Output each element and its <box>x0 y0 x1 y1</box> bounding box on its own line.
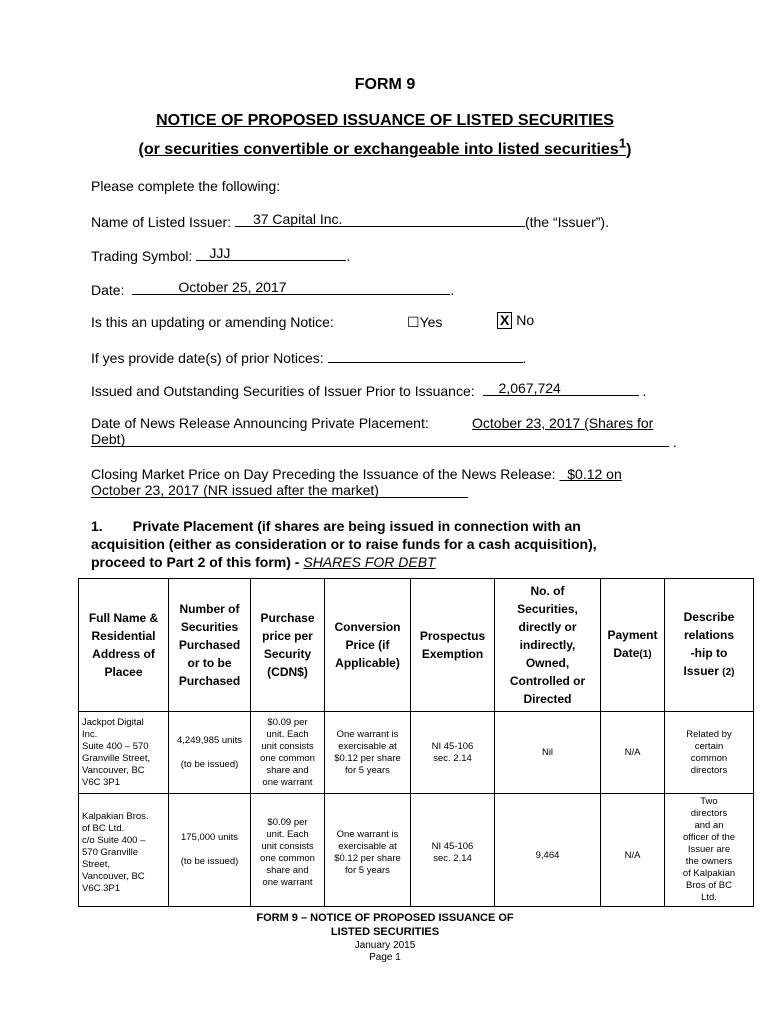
closing-value-line1-text: $0.12 on <box>567 466 622 482</box>
cell-conversion: One warrant is exercisable at $0.12 per share for 5 years <box>325 712 411 794</box>
section-1-heading <box>91 517 597 571</box>
issuer-row <box>91 212 609 230</box>
yes-label: Yes <box>419 314 443 330</box>
cell-owned: Nil <box>495 712 601 794</box>
outstanding-row <box>91 381 646 399</box>
date-suffix: . <box>450 282 455 298</box>
cell-relationship: Two directors and an officer of the Issuer are the owners of Kalpakian Bros of BC Ltd. <box>665 794 754 907</box>
prior-suffix: . <box>522 350 527 366</box>
prior-row <box>91 348 526 366</box>
form-subtitle-close: ) <box>626 141 632 159</box>
table-header-row <box>79 579 754 712</box>
header-relationship: Describe relations -hip to Issuer (2) <box>665 579 754 712</box>
intro-text: Please complete the following: <box>91 178 281 194</box>
outstanding-suffix: . <box>642 383 647 399</box>
table-row <box>79 794 754 907</box>
section-1-number: 1. <box>91 518 103 534</box>
closing-row2 <box>91 483 468 501</box>
header-owned: No. of Securities, directly or indirectly, Owned, Controlled or Directed <box>495 579 601 712</box>
footer-date: January 2015 <box>354 940 416 951</box>
date-label: Date: <box>91 282 125 298</box>
yes-checkbox[interactable]: ☐ <box>407 314 420 330</box>
closing-field[interactable] <box>91 483 468 498</box>
news-release-value-line1[interactable]: October 23, 2017 (Shares for <box>472 415 654 431</box>
issuer-note: (2) <box>722 667 735 678</box>
form-heading: FORM 9 <box>354 76 416 93</box>
issuer-label: Name of Listed Issuer: <box>91 214 232 230</box>
closing-row <box>91 466 622 482</box>
issuer-value: 37 Capital Inc. <box>252 211 343 227</box>
header-placee: Full Name & Residential Address of Placee <box>79 579 169 712</box>
cell-number: 4,249,985 units (to be issued) <box>169 712 251 794</box>
footer-meta <box>0 940 770 964</box>
cell-exemption: NI 45-106 sec. 2.14 <box>411 712 495 794</box>
section-1-line3: proceed to Part 2 of this form) - <box>91 554 300 570</box>
outstanding-field[interactable] <box>483 381 639 396</box>
cell-number: 175,000 units (to be issued) <box>169 794 251 907</box>
closing-label: Closing Market Price on Day Preceding the Issuance of the News Release: <box>91 466 556 482</box>
payment-note: (1) <box>639 649 652 660</box>
form-title: NOTICE OF PROPOSED ISSUANCE OF LISTED SECURITIES <box>156 112 614 129</box>
header-payment: Payment Date(1) <box>601 579 665 712</box>
no-option[interactable] <box>497 312 534 329</box>
header-exemption: Prospectus Exemption <box>411 579 495 712</box>
cell-price: $0.09 per unit. Each unit consists one common share and one warrant <box>251 794 325 907</box>
prior-label: If yes provide date(s) of prior Notices: <box>91 350 324 366</box>
closing-value-line2: October 23, 2017 (NR issued after the market) <box>91 482 379 498</box>
issuer-field[interactable] <box>235 212 525 227</box>
news-release-suffix: . <box>672 434 677 450</box>
symbol-row <box>91 246 350 264</box>
symbol-suffix: . <box>346 248 351 264</box>
news-release-label: Date of News Release Announcing Private Placement: <box>91 415 429 431</box>
cell-placee: Jackpot Digital Inc. Suite 400 – 570 Granville Street, Vancouver, BC V6C 3P1 <box>79 712 169 794</box>
yes-option[interactable] <box>407 314 442 331</box>
cell-payment: N/A <box>601 712 665 794</box>
news-release-value-line2: Debt) <box>91 431 126 447</box>
no-checkbox[interactable]: X <box>497 312 512 329</box>
no-label: No <box>516 312 535 328</box>
table-row <box>79 712 754 794</box>
cell-owned: 9,464 <box>495 794 601 907</box>
date-row <box>91 280 454 298</box>
header-conversion: Conversion Price (if Applicable) <box>325 579 411 712</box>
symbol-field[interactable] <box>196 246 346 261</box>
footnote-marker: 1 <box>618 136 627 151</box>
placee-table <box>78 578 754 907</box>
news-release-field[interactable] <box>91 432 669 447</box>
section-1-line1: Private Placement (if shares are being issued in connection with an <box>132 518 581 534</box>
symbol-label: Trading Symbol: <box>91 248 193 264</box>
header-price: Purchase price per Security (CDN$) <box>251 579 325 712</box>
news-release-row2 <box>91 432 677 450</box>
footer-divider <box>95 906 675 907</box>
footer-page: Page 1 <box>369 952 401 963</box>
form-subtitle <box>0 136 770 159</box>
footer-title <box>0 911 770 939</box>
closing-value-line1[interactable] <box>559 466 621 482</box>
date-field[interactable] <box>132 280 450 295</box>
cell-relationship: Related by certain common directors <box>665 712 754 794</box>
cell-exemption: NI 45-106 sec. 2.14 <box>411 794 495 907</box>
header-number: Number of Securities Purchased or to be Purchased <box>169 579 251 712</box>
cell-placee: Kalpakian Bros. of BC Ltd. c/o Suite 400 – 570 Granville Street, Vancouver, BC V6C 3P1 <box>79 794 169 907</box>
cell-price: $0.09 per unit. Each unit consists one common share and one warrant <box>251 712 325 794</box>
section-1-shares-for-debt: SHARES FOR DEBT <box>303 554 436 570</box>
amending-label: Is this an updating or amending Notice: <box>91 314 334 330</box>
cell-conversion: One warrant is exercisable at $0.12 per share for 5 years <box>325 794 411 907</box>
symbol-value: JJJ <box>209 245 231 261</box>
cell-payment: N/A <box>601 794 665 907</box>
outstanding-value: 2,067,724 <box>498 380 561 396</box>
prior-field[interactable] <box>328 348 523 363</box>
date-value: October 25, 2017 <box>178 279 287 295</box>
issuer-suffix: (the “Issuer”). <box>524 214 609 230</box>
footer-title-line2: LISTED SECURITIES <box>330 926 440 938</box>
outstanding-label: Issued and Outstanding Securities of Issuer Prior to Issuance: <box>91 383 475 399</box>
footer-title-line1: FORM 9 – NOTICE OF PROPOSED ISSUANCE OF <box>256 912 514 924</box>
form-subtitle-text: (or securities convertible or exchangeable into listed securities <box>138 141 619 159</box>
section-1-line2: acquisition (either as consideration or to raise funds for a cash acquisition), <box>91 536 597 552</box>
